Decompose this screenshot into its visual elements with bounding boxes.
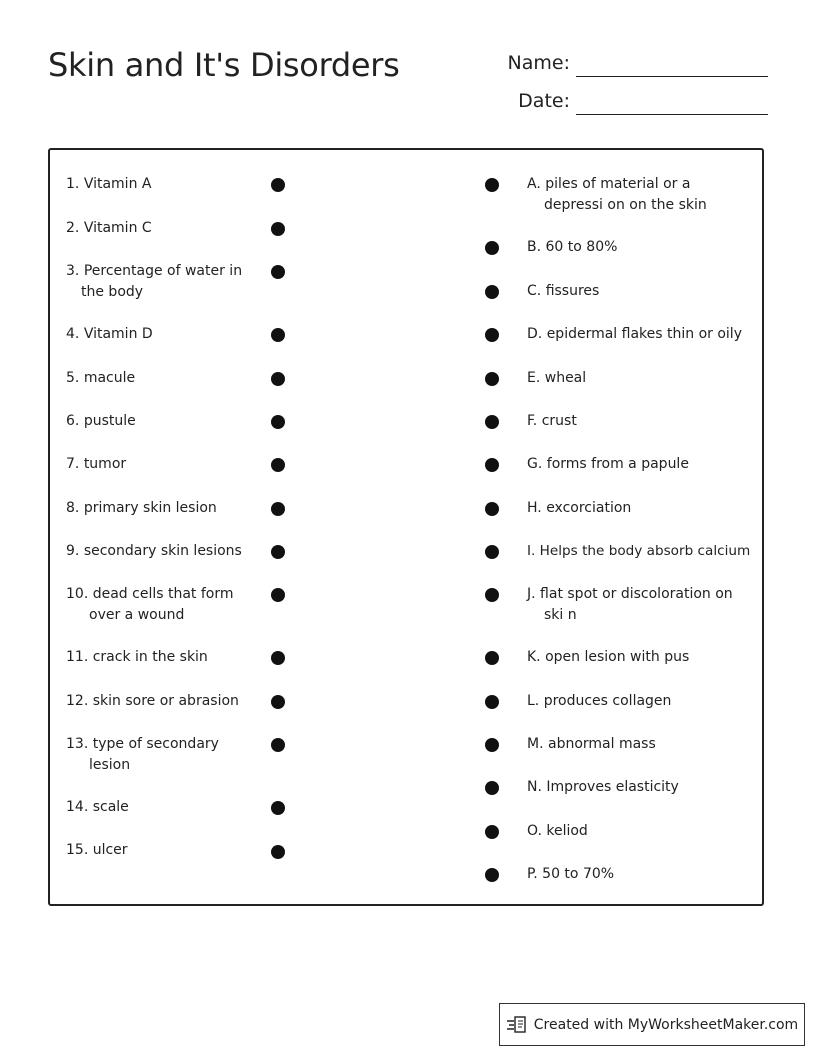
- date-line[interactable]: [576, 114, 768, 115]
- question-item: 5. macule: [66, 370, 136, 386]
- date-label: Date:: [518, 90, 570, 112]
- question-match-dot[interactable]: [271, 372, 285, 386]
- question-item: 7. tumor: [66, 456, 127, 472]
- name-line[interactable]: [576, 76, 768, 77]
- question-item: 6. pustule: [66, 413, 136, 429]
- answer-match-dot[interactable]: [485, 328, 499, 342]
- answer-match-dot[interactable]: [485, 372, 499, 386]
- question-match-dot[interactable]: [271, 222, 285, 236]
- answer-match-dot[interactable]: [485, 651, 499, 665]
- answer-item: L. produces collagen: [527, 693, 672, 709]
- answer-item: K. open lesion with pus: [527, 649, 690, 665]
- question-item: 14. scale: [66, 799, 129, 815]
- question-match-dot[interactable]: [271, 695, 285, 709]
- answer-match-dot[interactable]: [485, 178, 499, 192]
- answer-match-dot[interactable]: [485, 545, 499, 559]
- question-item: 12. skin sore or abrasion: [66, 693, 239, 709]
- question-item: 10. dead cells that form over a wound: [66, 586, 234, 623]
- worksheet-maker-logo-icon: [506, 1015, 528, 1035]
- answer-item: C. fissures: [527, 283, 600, 299]
- answer-item: O. keliod: [527, 823, 588, 839]
- question-match-dot[interactable]: [271, 502, 285, 516]
- question-match-dot[interactable]: [271, 738, 285, 752]
- question-item: 9. secondary skin lesions: [66, 543, 242, 559]
- question-item: 13. type of secondary lesion: [66, 736, 219, 773]
- question-match-dot[interactable]: [271, 588, 285, 602]
- answer-item: B. 60 to 80%: [527, 239, 618, 255]
- answer-item: A. piles of material or a depressi on on the skin: [527, 176, 707, 213]
- question-match-dot[interactable]: [271, 651, 285, 665]
- answer-match-dot[interactable]: [485, 825, 499, 839]
- answer-item: N. Improves elasticity: [527, 779, 679, 795]
- answer-match-dot[interactable]: [485, 285, 499, 299]
- question-item: 15. ulcer: [66, 842, 128, 858]
- question-match-dot[interactable]: [271, 178, 285, 192]
- name-label: Name:: [507, 52, 570, 74]
- answer-item: E. wheal: [527, 370, 587, 386]
- answer-match-dot[interactable]: [485, 415, 499, 429]
- answer-item: I. Helps the body absorb calcium: [527, 543, 751, 559]
- question-item: 1. Vitamin A: [66, 176, 152, 192]
- answer-match-dot[interactable]: [485, 502, 499, 516]
- answer-match-dot[interactable]: [485, 241, 499, 255]
- date-field: [470, 90, 570, 114]
- answer-item: P. 50 to 70%: [527, 866, 615, 882]
- question-item: 4. Vitamin D: [66, 326, 153, 342]
- answer-match-dot[interactable]: [485, 588, 499, 602]
- question-match-dot[interactable]: [271, 545, 285, 559]
- answer-item: H. excorciation: [527, 500, 632, 516]
- question-match-dot[interactable]: [271, 415, 285, 429]
- footer-credit[interactable]: [499, 1003, 805, 1046]
- answer-item: F. crust: [527, 413, 577, 429]
- answer-item: J. flat spot or discoloration on ski n: [527, 586, 733, 623]
- question-match-dot[interactable]: [271, 801, 285, 815]
- answer-item: D. epidermal flakes thin or oily: [527, 326, 742, 342]
- worksheet-title: Skin and It's Disorders: [48, 46, 400, 84]
- question-item: 3. Percentage of water in the body: [66, 263, 243, 300]
- answer-item: M. abnormal mass: [527, 736, 656, 752]
- answer-match-dot[interactable]: [485, 781, 499, 795]
- answer-match-dot[interactable]: [485, 695, 499, 709]
- footer-text: Created with MyWorksheetMaker.com: [533, 1016, 799, 1033]
- question-item: 2. Vitamin C: [66, 220, 152, 236]
- answer-item: G. forms from a papule: [527, 456, 689, 472]
- answer-match-dot[interactable]: [485, 458, 499, 472]
- question-match-dot[interactable]: [271, 265, 285, 279]
- question-item: 11. crack in the skin: [66, 649, 208, 665]
- name-field: [470, 52, 570, 76]
- question-match-dot[interactable]: [271, 458, 285, 472]
- answer-match-dot[interactable]: [485, 868, 499, 882]
- question-match-dot[interactable]: [271, 328, 285, 342]
- question-item: 8. primary skin lesion: [66, 500, 217, 516]
- answer-match-dot[interactable]: [485, 738, 499, 752]
- question-match-dot[interactable]: [271, 845, 285, 859]
